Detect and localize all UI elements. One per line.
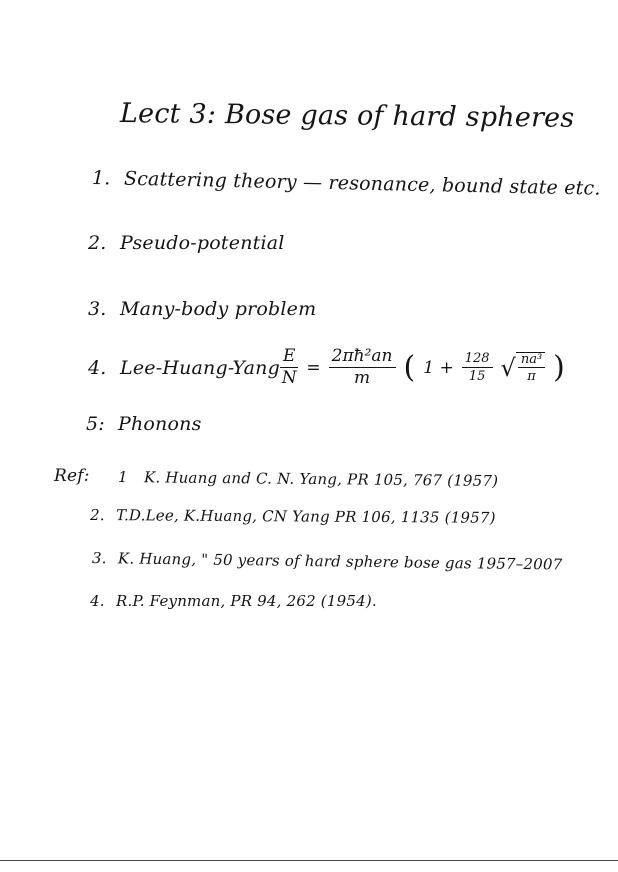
outline-item-3 [88,298,316,320]
outline-item-5 [86,413,202,435]
fraction-numerator: 2πħ²an [329,348,396,368]
page-bottom-edge [0,860,618,861]
item-number: 2. [88,232,107,254]
reference-number: 3. [91,549,107,568]
square-root [501,352,546,384]
fraction-denominator: 15 [468,368,486,384]
fraction-denominator: m [354,367,371,388]
item-text: Lee-Huang-Yang [120,357,280,379]
item-text: Many-body problem [120,298,317,320]
item-number: 5: [86,413,105,435]
radicand-fraction [518,353,545,384]
reference-1 [118,468,498,490]
reference-2 [90,506,496,527]
item-number: 4. [88,357,107,379]
energy-per-particle-fraction [280,348,298,388]
outline-item-2 [88,232,285,254]
reference-text: K. Huang and C. N. Yang, PR 105, 767 (1957) [143,468,499,490]
one-plus: 1 + [423,357,454,378]
outline-item-1 [92,167,601,200]
reference-3 [92,549,563,574]
reference-number: 1 [117,468,128,487]
reference-text: K. Huang, " 50 years of hard sphere bose gas 1957–2007 [117,549,563,574]
reference-text: T.D.Lee, K.Huang, CN Yang PR 106, 1135 (1957) [115,506,496,527]
fraction-numerator: 128 [462,352,493,368]
reference-text: R.P. Feynman, PR 94, 262 (1954). [116,592,377,610]
reference-4 [90,592,377,610]
references-label: Ref: [54,466,90,486]
lecture-title: Lect 3: Bose gas of hard spheres [119,98,575,134]
radicand [516,352,545,384]
fraction-numerator: na³ [518,353,545,369]
item-text: Phonons [118,413,202,435]
equals-sign: = [306,357,321,378]
item-number: 3. [88,298,107,320]
coefficient-fraction [462,352,493,383]
mean-field-fraction [329,348,396,388]
outline-item-4 [88,357,280,379]
fraction-numerator: E [280,348,298,368]
reference-number: 2. [89,506,105,525]
lhy-formula [280,348,565,388]
item-text: Scattering theory — resonance, bound state etc. [123,167,601,200]
item-number: 1. [91,167,111,190]
fraction-denominator: N [281,367,297,388]
item-text: Pseudo-potential [120,232,285,254]
fraction-denominator: π [527,369,536,385]
close-paren: ) [553,349,565,385]
open-paren: ( [403,349,416,385]
radical-icon: √ [500,353,516,382]
reference-number: 4. [90,592,105,610]
